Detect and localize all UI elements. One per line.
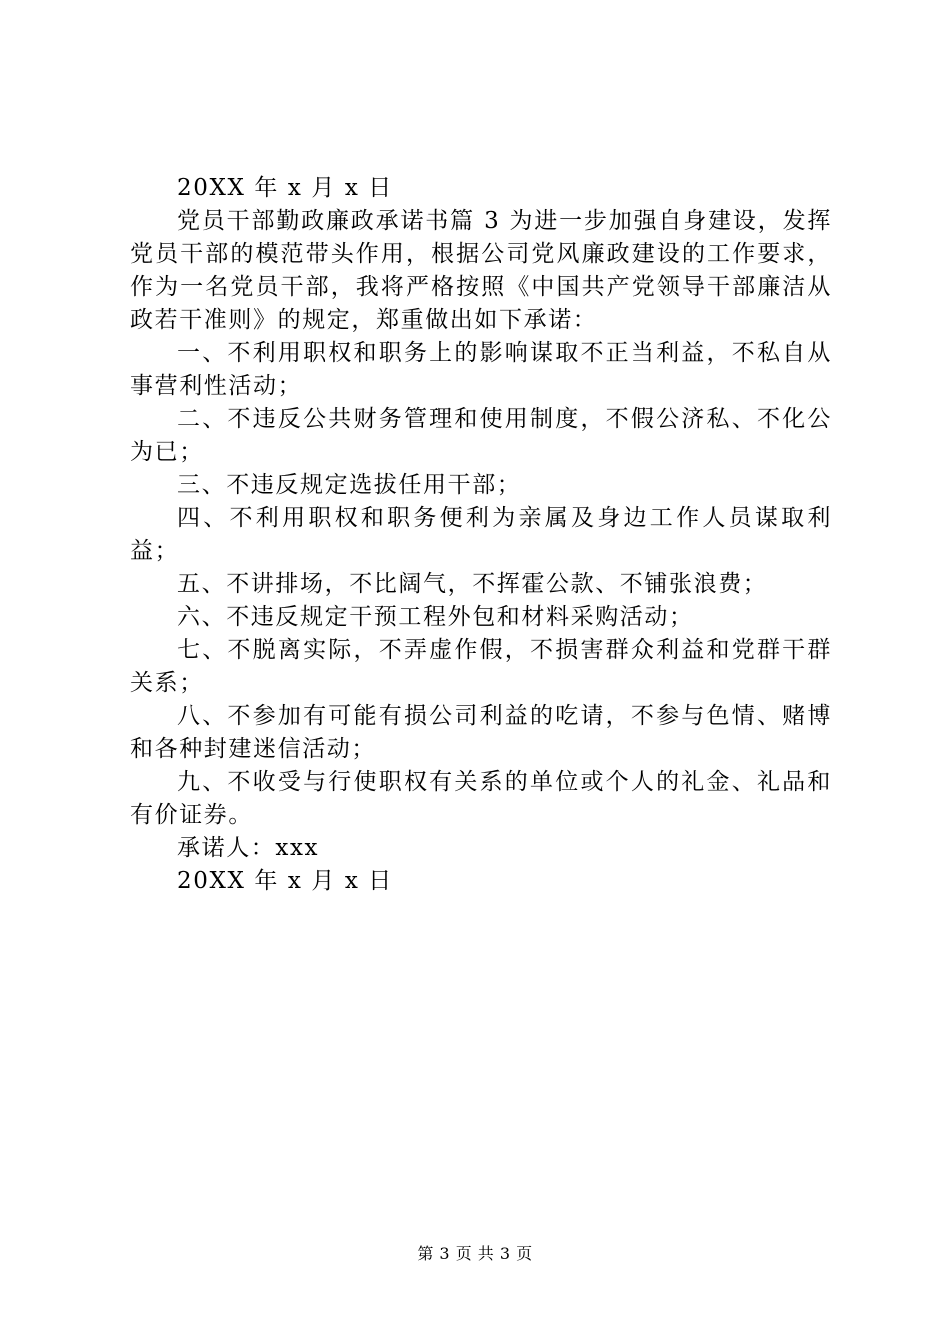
commitment-item-5: 五、不讲排场，不比阔气，不挥霍公款、不铺张浪费；	[177, 571, 768, 597]
document-body	[130, 172, 832, 898]
closing-date-line: 20XX 年 x 月 x 日	[177, 868, 393, 894]
intro-paragraph: 党员干部勤政廉政承诺书篇 3 为进一步加强自身建设，发挥党员干部的模范带头作用，根据公司党风廉政建设的工作要求，作为一名党员干部，我将严格按照《中国共产党领导干部廉洁从政若干准则》的规定，郑重做出如下承诺：	[130, 208, 832, 333]
commitment-item-4: 四、不利用职权和职务便利为亲属及身边工作人员谋取利益；	[130, 505, 832, 564]
commitment-item-3: 三、不违反规定选拔任用干部；	[177, 472, 522, 498]
commitment-item-1: 一、不利用职权和职务上的影响谋取不正当利益，不私自从事营利性活动；	[130, 340, 832, 399]
commitment-item-2: 二、不违反公共财务管理和使用制度，不假公济私、不化公为已；	[130, 406, 832, 465]
page-number-footer: 第 3 页 共 3 页	[417, 1244, 533, 1263]
commitment-item-9: 九、不收受与行使职权有关系的单位或个人的礼金、礼品和有价证券。	[130, 769, 832, 828]
commitment-item-8: 八、不参加有可能有损公司利益的吃请，不参与色情、赌博和各种封建迷信活动；	[130, 703, 832, 762]
signatory-line: 承诺人：xxx	[177, 835, 320, 861]
date-line: 20XX 年 x 月 x 日	[177, 175, 393, 201]
commitment-item-6: 六、不违反规定干预工程外包和材料采购活动；	[177, 604, 694, 630]
commitment-item-7: 七、不脱离实际，不弄虚作假，不损害群众利益和党群干群关系；	[130, 637, 832, 696]
